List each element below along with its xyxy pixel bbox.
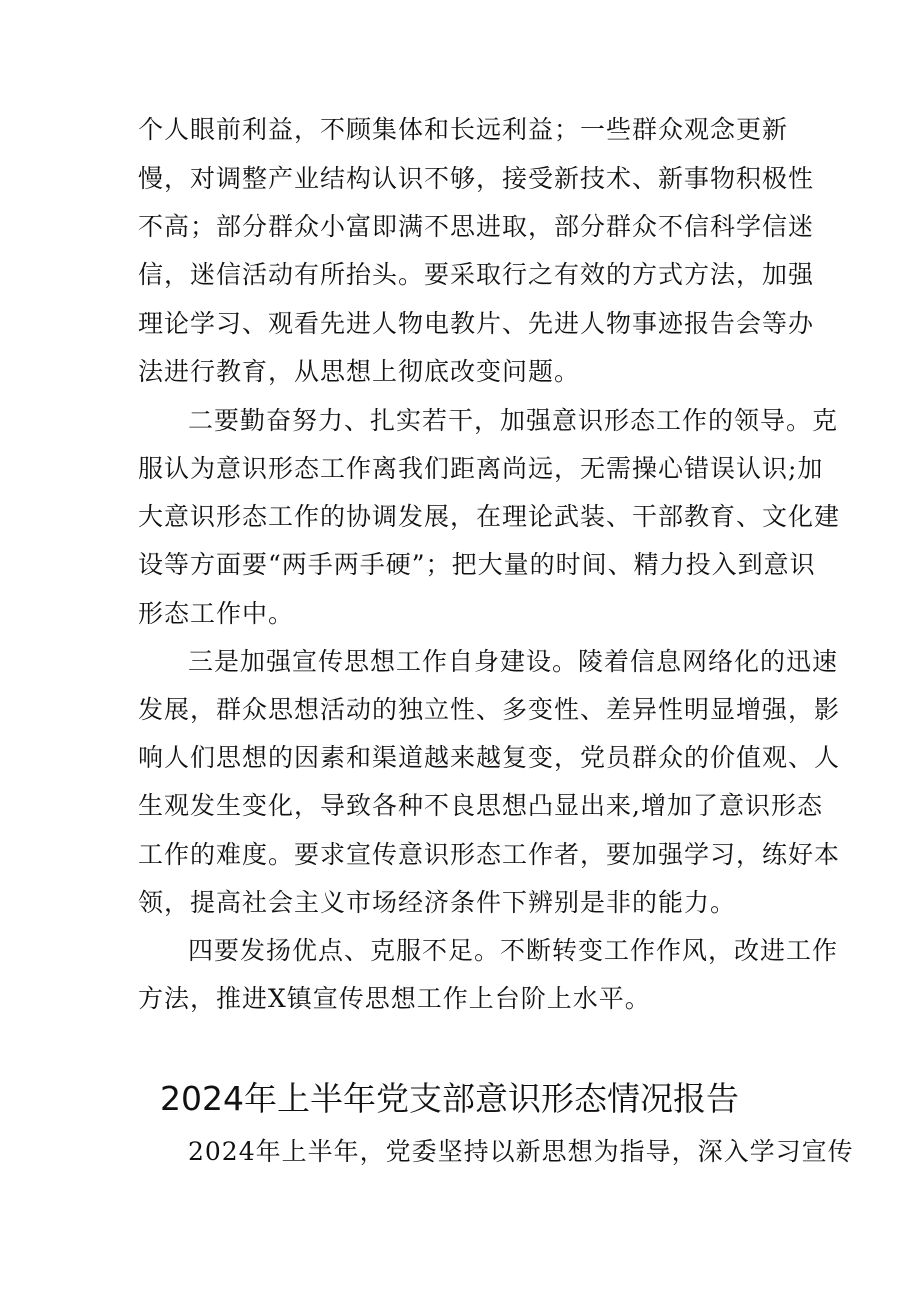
report-heading: 2024年上半年党支部意识形态情况报告 <box>160 1079 739 1118</box>
paragraph-1-line-1: 个人眼前利益，不顾集体和长远利益；一些群众观念更新 <box>138 115 789 144</box>
paragraph-3-line-3: 响人们思想的因素和渠道越来越复变，党员群众的价值观、人 <box>138 743 841 772</box>
paragraph-1-line-3: 不高；部分群众小富即满不思进取，部分群众不信科学信迷 <box>138 212 815 241</box>
paragraph-2-line-1: 二要勤奋努力、扎实若干，加强意识形态工作的领导。克 <box>188 406 839 435</box>
paragraph-1-line-6: 法进行教育，从思想上彻底改变问题。 <box>138 357 581 386</box>
paragraph-4-line-2: 方法，推进X镇宣传思想工作上台阶上水平。 <box>138 984 651 1013</box>
paragraph-2-line-3: 大意识形态工作的协调发展，在理论武装、干部教育、文化建 <box>138 502 841 531</box>
paragraph-5-line-1: 2024年上半年，党委坚持以新思想为指导，深入学习宣传 <box>188 1137 854 1166</box>
paragraph-2-line-2: 服认为意识形态工作离我们距离尚远，无需操心错误认识;加 <box>138 454 824 483</box>
paragraph-3-line-1: 三是加强宣传思想工作自身建设。陵着信息网络化的迅速 <box>188 647 839 676</box>
paragraph-3-line-5: 工作的难度。要求宣传意识形态工作者，要加强学习，练好本 <box>138 840 841 869</box>
paragraph-1-line-4: 信，迷信活动有所抬头。要采取行之有效的方式方法，加强 <box>138 260 815 289</box>
paragraph-2-line-5: 形态工作中。 <box>138 599 295 628</box>
paragraph-2-line-4: 设等方面要“两手两手硬”；把大量的时间、精力投入到意识 <box>138 550 816 579</box>
paragraph-3-line-2: 发展，群众思想活动的独立性、多变性、差异性明显增强，影 <box>138 695 841 724</box>
paragraph-1-line-2: 慢，对调整产业结构认识不够，接受新技术、新事物积极性 <box>138 164 815 193</box>
paragraph-4-line-1: 四要发扬优点、克服不足。不断转变工作作风，改进工作 <box>188 936 839 965</box>
paragraph-1-line-5: 理论学习、观看先进人物电教片、先进人物事迹报告会等办 <box>138 309 815 338</box>
paragraph-3-line-6: 领，提高社会主义市场经济条件下辨别是非的能力。 <box>138 888 737 917</box>
paragraph-3-line-4: 生观发生变化，导致各种不良思想凸显出来,增加了意识形态 <box>138 791 823 820</box>
